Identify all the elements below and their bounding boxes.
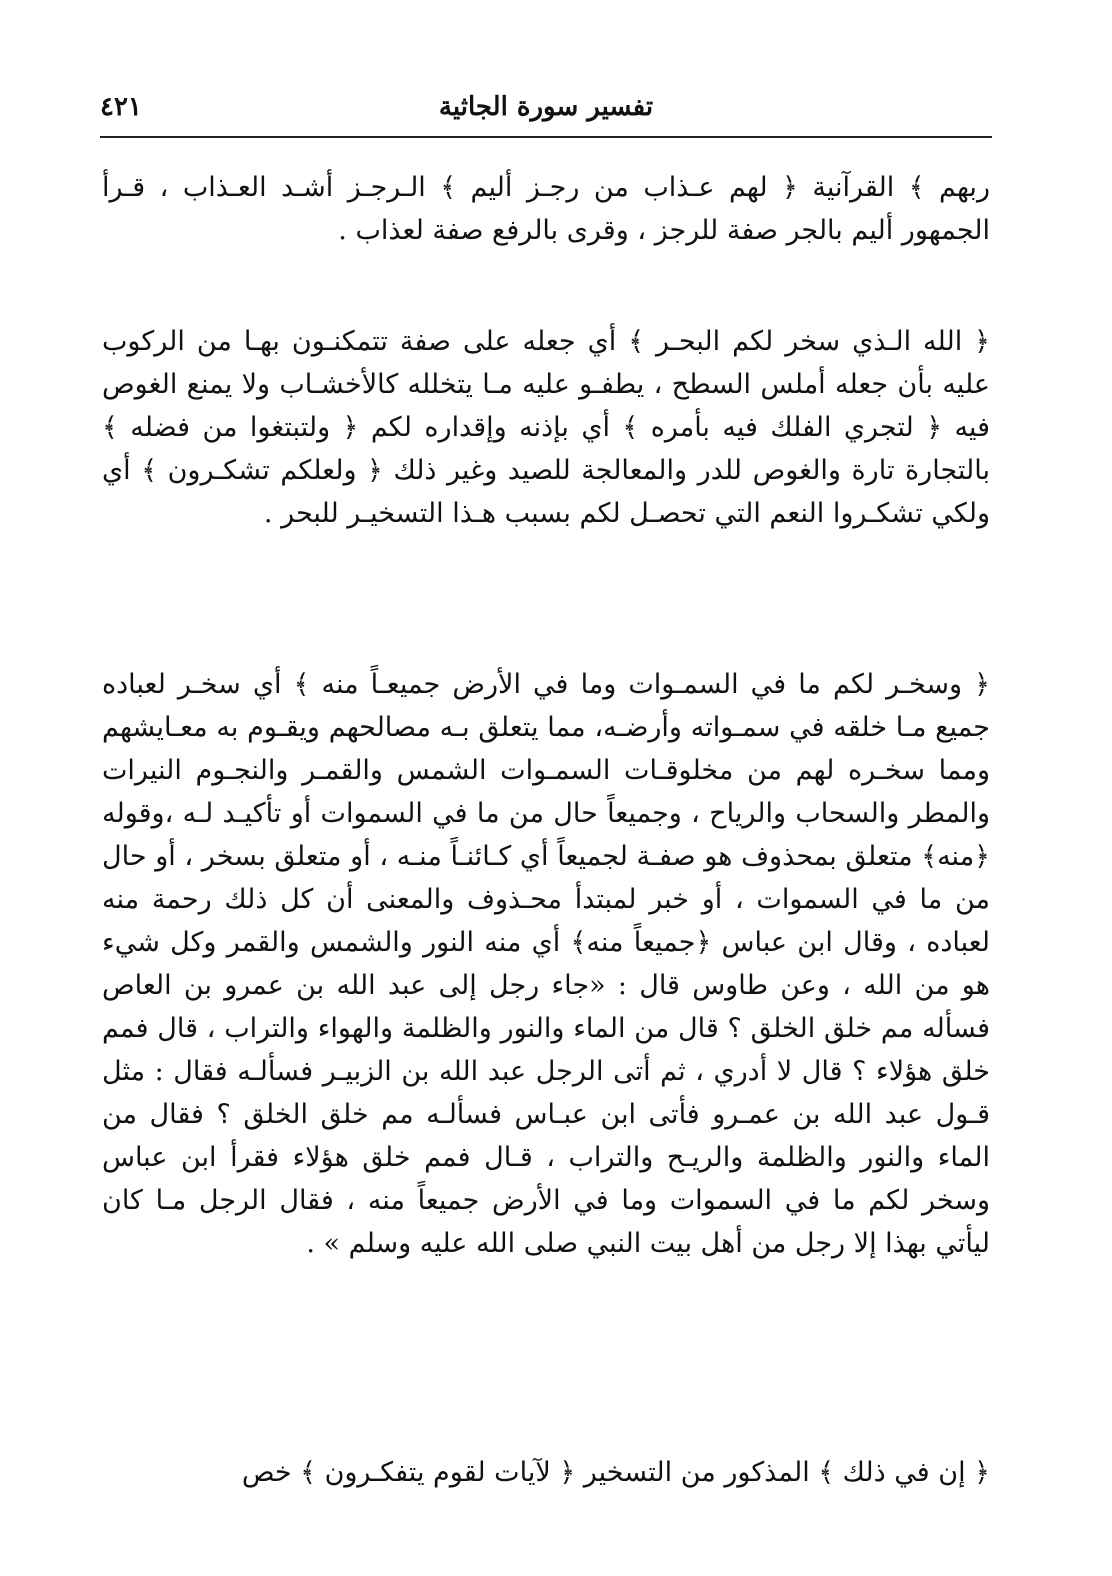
page-number: ٤٢١ bbox=[100, 92, 142, 122]
paragraph-2: ﴿ الله الـذي سخر لكم البحـر ﴾ أي جعله على صفة تتمكنـون بهـا من الركوب عليه بأن جعله أملس السطح ، يطفـو عليه مـا يتخلله كالأخشـاب ولا يمنع الغوص فيه ﴿ لتجري الفلك فيه بأمره ﴾ أي بإذنه وإقداره لكم ﴿ ولتبتغوا من فضله ﴾ بالتجارة تارة والغوص للدر والمعالجة للصيد وغير ذلك ﴿ ولعلكم تشكـرون ﴾ أي ولكي تشكـروا النعم التي تحصـل لكم بسبب هـذا التسخيـر للبحر . bbox=[102, 326, 990, 529]
paragraph-4: ﴿ إن في ذلك ﴾ المذكور من التسخير ﴿ لآيات لقوم يتفكـرون ﴾ خص bbox=[241, 1457, 990, 1488]
running-title: تفسير سورة الجاثية bbox=[438, 92, 654, 122]
page-header bbox=[100, 88, 992, 128]
paragraph-1: ربهم ﴾ القرآنية ﴿ لهم عـذاب من رجـز أليم ﴾ الـرجـز أشـد العـذاب ، قـرأ الجمهور أليم بالجر صفة للرجز ، وقرى بالرفع صفة لعذاب . bbox=[102, 172, 990, 246]
paragraph-3: ﴿ وسخـر لكم ما في السمـوات وما في الأرض جميعـاً منه ﴾ أي سخـر لعباده جميع مـا خلقه في سمـواته وأرضـه، مما يتعلق بـه مصالحهم ويقـوم به معـايشهم ومما سخـره لهم من مخلوقـات السمـوات الشمس والقمـر والنجـوم النيرات والمطر والسحاب والرياح ، وجميعاً حال من ما في السموات أو تأكيـد لـه ،وقوله ﴿منه﴾ متعلق بمحذوف هو صفـة لجميعاً أي كـائنـاً منـه ، أو متعلق بسخر ، أو حال من ما في السموات ، أو خبر لمبتدأ محـذوف والمعنى أن كل ذلك رحمة منه لعباده ، وقال ابن عباس ﴿جميعاً منه﴾ أي منه النور والشمس والقمر وكل شيء هو من الله ، وعن طاوس قال : «جاء رجل إلى عبد الله بن عمرو بن العاص فسأله مم خلق الخلق ؟ قال من الماء والنور والظلمة والهواء والتراب ، قال فمم خلق هؤلاء ؟ قال لا أدري ، ثم أتى الرجل عبد الله بن الزبيـر فسألـه فقال : مثل قـول عبد الله بن عمـرو فأتى ابن عبـاس فسألـه مم خلق الخلق ؟ فقال من الماء والنور والظلمة والريـح والتراب ، قـال فمم خلق هؤلاء فقرأ ابن عباس وسخر لكم ما في السموات وما في الأرض جميعاً منه ، فقال الرجل مـا كان ليأتي بهذا إلا رجل من أهل بيت النبي صلى الله عليه وسلم » . bbox=[102, 669, 990, 1259]
header-divider bbox=[100, 136, 992, 138]
